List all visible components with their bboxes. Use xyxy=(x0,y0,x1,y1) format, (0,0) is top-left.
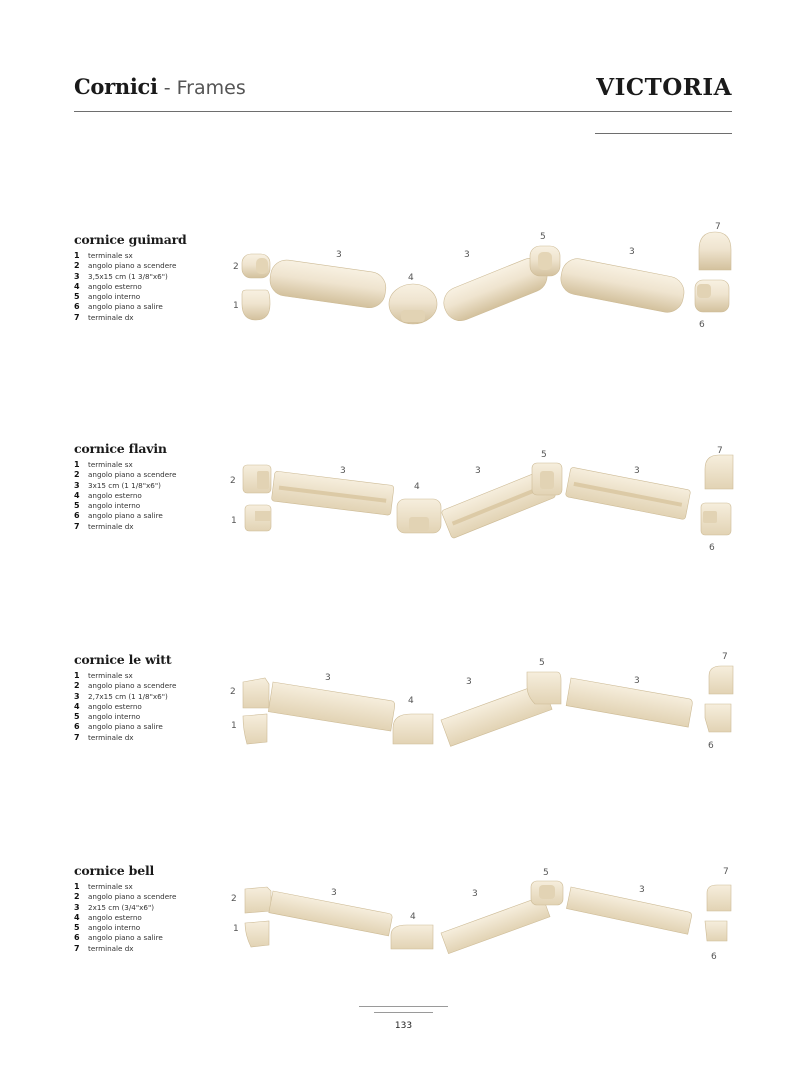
section-title: cornice le witt xyxy=(74,652,172,667)
page-header xyxy=(74,74,732,104)
legend-item: 7 terminale dx xyxy=(74,521,134,531)
section-cornice-guimard xyxy=(0,222,807,372)
legend-list xyxy=(74,882,176,954)
legend-item: 1 terminale sx xyxy=(74,671,133,680)
piece-label-6: 6 xyxy=(699,320,705,330)
frame-pieces-illustration xyxy=(225,214,745,344)
piece-label-3: 3 xyxy=(634,676,640,686)
piece-listello-3 xyxy=(566,678,693,727)
page-title-separator: - xyxy=(157,77,177,99)
legend-item: 2 angolo piano a scendere xyxy=(74,681,177,691)
legend-item: 2 angolo piano a scendere xyxy=(74,470,177,480)
piece-terminale-sx xyxy=(245,505,271,531)
page-subtitle: Frames xyxy=(176,77,246,99)
piece-label-3: 3 xyxy=(331,888,337,898)
legend-item: 2 angolo piano a scendere xyxy=(74,261,177,271)
piece-label-5: 5 xyxy=(543,868,549,878)
legend-item: 6 angolo piano a salire xyxy=(74,722,163,732)
piece-label-3: 3 xyxy=(464,250,470,260)
piece-listello-1 xyxy=(271,471,394,515)
piece-label-5: 5 xyxy=(540,232,546,242)
section-cornice-flavin xyxy=(0,441,807,581)
page-title: Cornici xyxy=(74,74,158,99)
section-cornice-le-witt xyxy=(0,652,807,792)
piece-listello-3 xyxy=(565,467,690,520)
legend-item: 4 angolo esterno xyxy=(74,490,142,500)
piece-label-3: 3 xyxy=(634,466,640,476)
piece-angolo-interno xyxy=(531,881,563,905)
piece-angolo-interno xyxy=(530,246,560,276)
piece-label-3: 3 xyxy=(475,466,481,476)
legend-item: 7 terminale dx xyxy=(74,943,134,953)
piece-terminale-dx xyxy=(707,885,731,911)
piece-terminale-sx xyxy=(245,921,269,947)
piece-terminale-dx xyxy=(705,455,733,489)
page-number: 133 xyxy=(394,1021,413,1031)
legend-list xyxy=(74,251,176,323)
piece-label-5: 5 xyxy=(539,658,545,668)
piece-label-1: 1 xyxy=(231,721,237,731)
legend-item: 1 terminale sx xyxy=(74,882,133,891)
legend-item: 3 3x15 cm (1 1/8"x6") xyxy=(74,480,161,490)
legend-item: 5 angolo interno xyxy=(74,712,141,722)
frame-pieces-illustration xyxy=(225,634,745,764)
piece-label-4: 4 xyxy=(408,273,414,283)
piece-label-3: 3 xyxy=(466,677,472,687)
piece-label-2: 2 xyxy=(233,262,239,272)
piece-label-6: 6 xyxy=(709,543,715,553)
piece-label-3: 3 xyxy=(472,889,478,899)
piece-angolo-salire xyxy=(705,704,731,732)
piece-angolo-salire xyxy=(695,280,729,312)
piece-listello-1 xyxy=(268,258,388,310)
piece-listello-2 xyxy=(441,896,550,954)
piece-angolo-salire xyxy=(701,503,731,535)
piece-label-4: 4 xyxy=(410,912,416,922)
piece-label-4: 4 xyxy=(408,696,414,706)
section-title: cornice guimard xyxy=(74,232,187,247)
piece-angolo-scendere xyxy=(243,678,269,708)
legend-item: 7 terminale dx xyxy=(74,732,134,742)
piece-label-1: 1 xyxy=(233,301,239,311)
legend-item: 4 angolo esterno xyxy=(74,281,142,291)
piece-angolo-esterno xyxy=(389,284,437,324)
legend-item: 4 angolo esterno xyxy=(74,701,142,711)
frame-pieces-illustration xyxy=(225,423,745,553)
piece-label-7: 7 xyxy=(717,446,723,456)
piece-terminale-dx xyxy=(699,232,731,270)
piece-listello-1 xyxy=(268,682,395,731)
piece-terminale-sx xyxy=(243,714,267,744)
footer-divider-short xyxy=(374,1012,433,1013)
piece-label-3: 3 xyxy=(639,885,645,895)
legend-item: 1 terminale sx xyxy=(74,460,133,469)
legend-item: 7 terminale dx xyxy=(74,312,134,322)
piece-listello-3 xyxy=(558,256,687,315)
piece-label-3: 3 xyxy=(325,673,331,683)
piece-label-3: 3 xyxy=(340,466,346,476)
piece-label-7: 7 xyxy=(722,652,728,662)
piece-angolo-interno xyxy=(527,672,561,704)
legend-list xyxy=(74,460,176,532)
legend-item: 6 angolo piano a salire xyxy=(74,511,163,521)
piece-angolo-scendere xyxy=(243,465,271,493)
header-short-divider xyxy=(595,133,732,134)
piece-angolo-salire xyxy=(705,921,727,941)
legend-item: 6 angolo piano a salire xyxy=(74,933,163,943)
footer-divider xyxy=(359,1006,448,1007)
piece-angolo-esterno xyxy=(391,925,433,949)
piece-label-6: 6 xyxy=(711,952,717,962)
piece-label-2: 2 xyxy=(230,687,236,697)
piece-label-6: 6 xyxy=(708,741,714,751)
legend-item: 1 terminale sx xyxy=(74,251,133,260)
piece-listello-3 xyxy=(566,887,692,934)
piece-label-7: 7 xyxy=(723,867,729,877)
header-divider xyxy=(74,111,732,112)
brand-name: VICTORIA xyxy=(596,74,732,101)
legend-item: 5 angolo interno xyxy=(74,923,141,933)
legend-item: 2 angolo piano a scendere xyxy=(74,892,177,902)
section-title: cornice flavin xyxy=(74,441,167,456)
piece-label-5: 5 xyxy=(541,450,547,460)
legend-item: 5 angolo interno xyxy=(74,501,141,511)
piece-angolo-esterno xyxy=(393,714,433,744)
piece-label-3: 3 xyxy=(629,247,635,257)
legend-item: 3 2,7x15 cm (1 1/8"x6") xyxy=(74,691,168,701)
piece-angolo-interno xyxy=(532,463,562,495)
piece-label-4: 4 xyxy=(414,482,420,492)
section-title: cornice bell xyxy=(74,863,155,878)
piece-angolo-scendere xyxy=(242,254,270,278)
piece-angolo-esterno xyxy=(397,499,441,533)
piece-label-3: 3 xyxy=(336,250,342,260)
piece-label-2: 2 xyxy=(231,894,237,904)
piece-label-1: 1 xyxy=(231,516,237,526)
legend-item: 3 2x15 cm (3/4"x6") xyxy=(74,902,155,912)
piece-label-7: 7 xyxy=(715,222,721,232)
piece-angolo-scendere xyxy=(245,887,271,913)
legend-item: 4 angolo esterno xyxy=(74,912,142,922)
frame-pieces-illustration xyxy=(225,845,745,975)
legend-item: 5 angolo interno xyxy=(74,292,141,302)
piece-label-1: 1 xyxy=(233,924,239,934)
section-cornice-bell xyxy=(0,863,807,1003)
piece-terminale-dx xyxy=(709,666,733,694)
legend-item: 3 3,5x15 cm (1 3/8"x6") xyxy=(74,271,168,281)
piece-label-2: 2 xyxy=(230,476,236,486)
legend-list xyxy=(74,671,176,743)
piece-terminale-sx xyxy=(242,290,270,320)
legend-item: 6 angolo piano a salire xyxy=(74,302,163,312)
